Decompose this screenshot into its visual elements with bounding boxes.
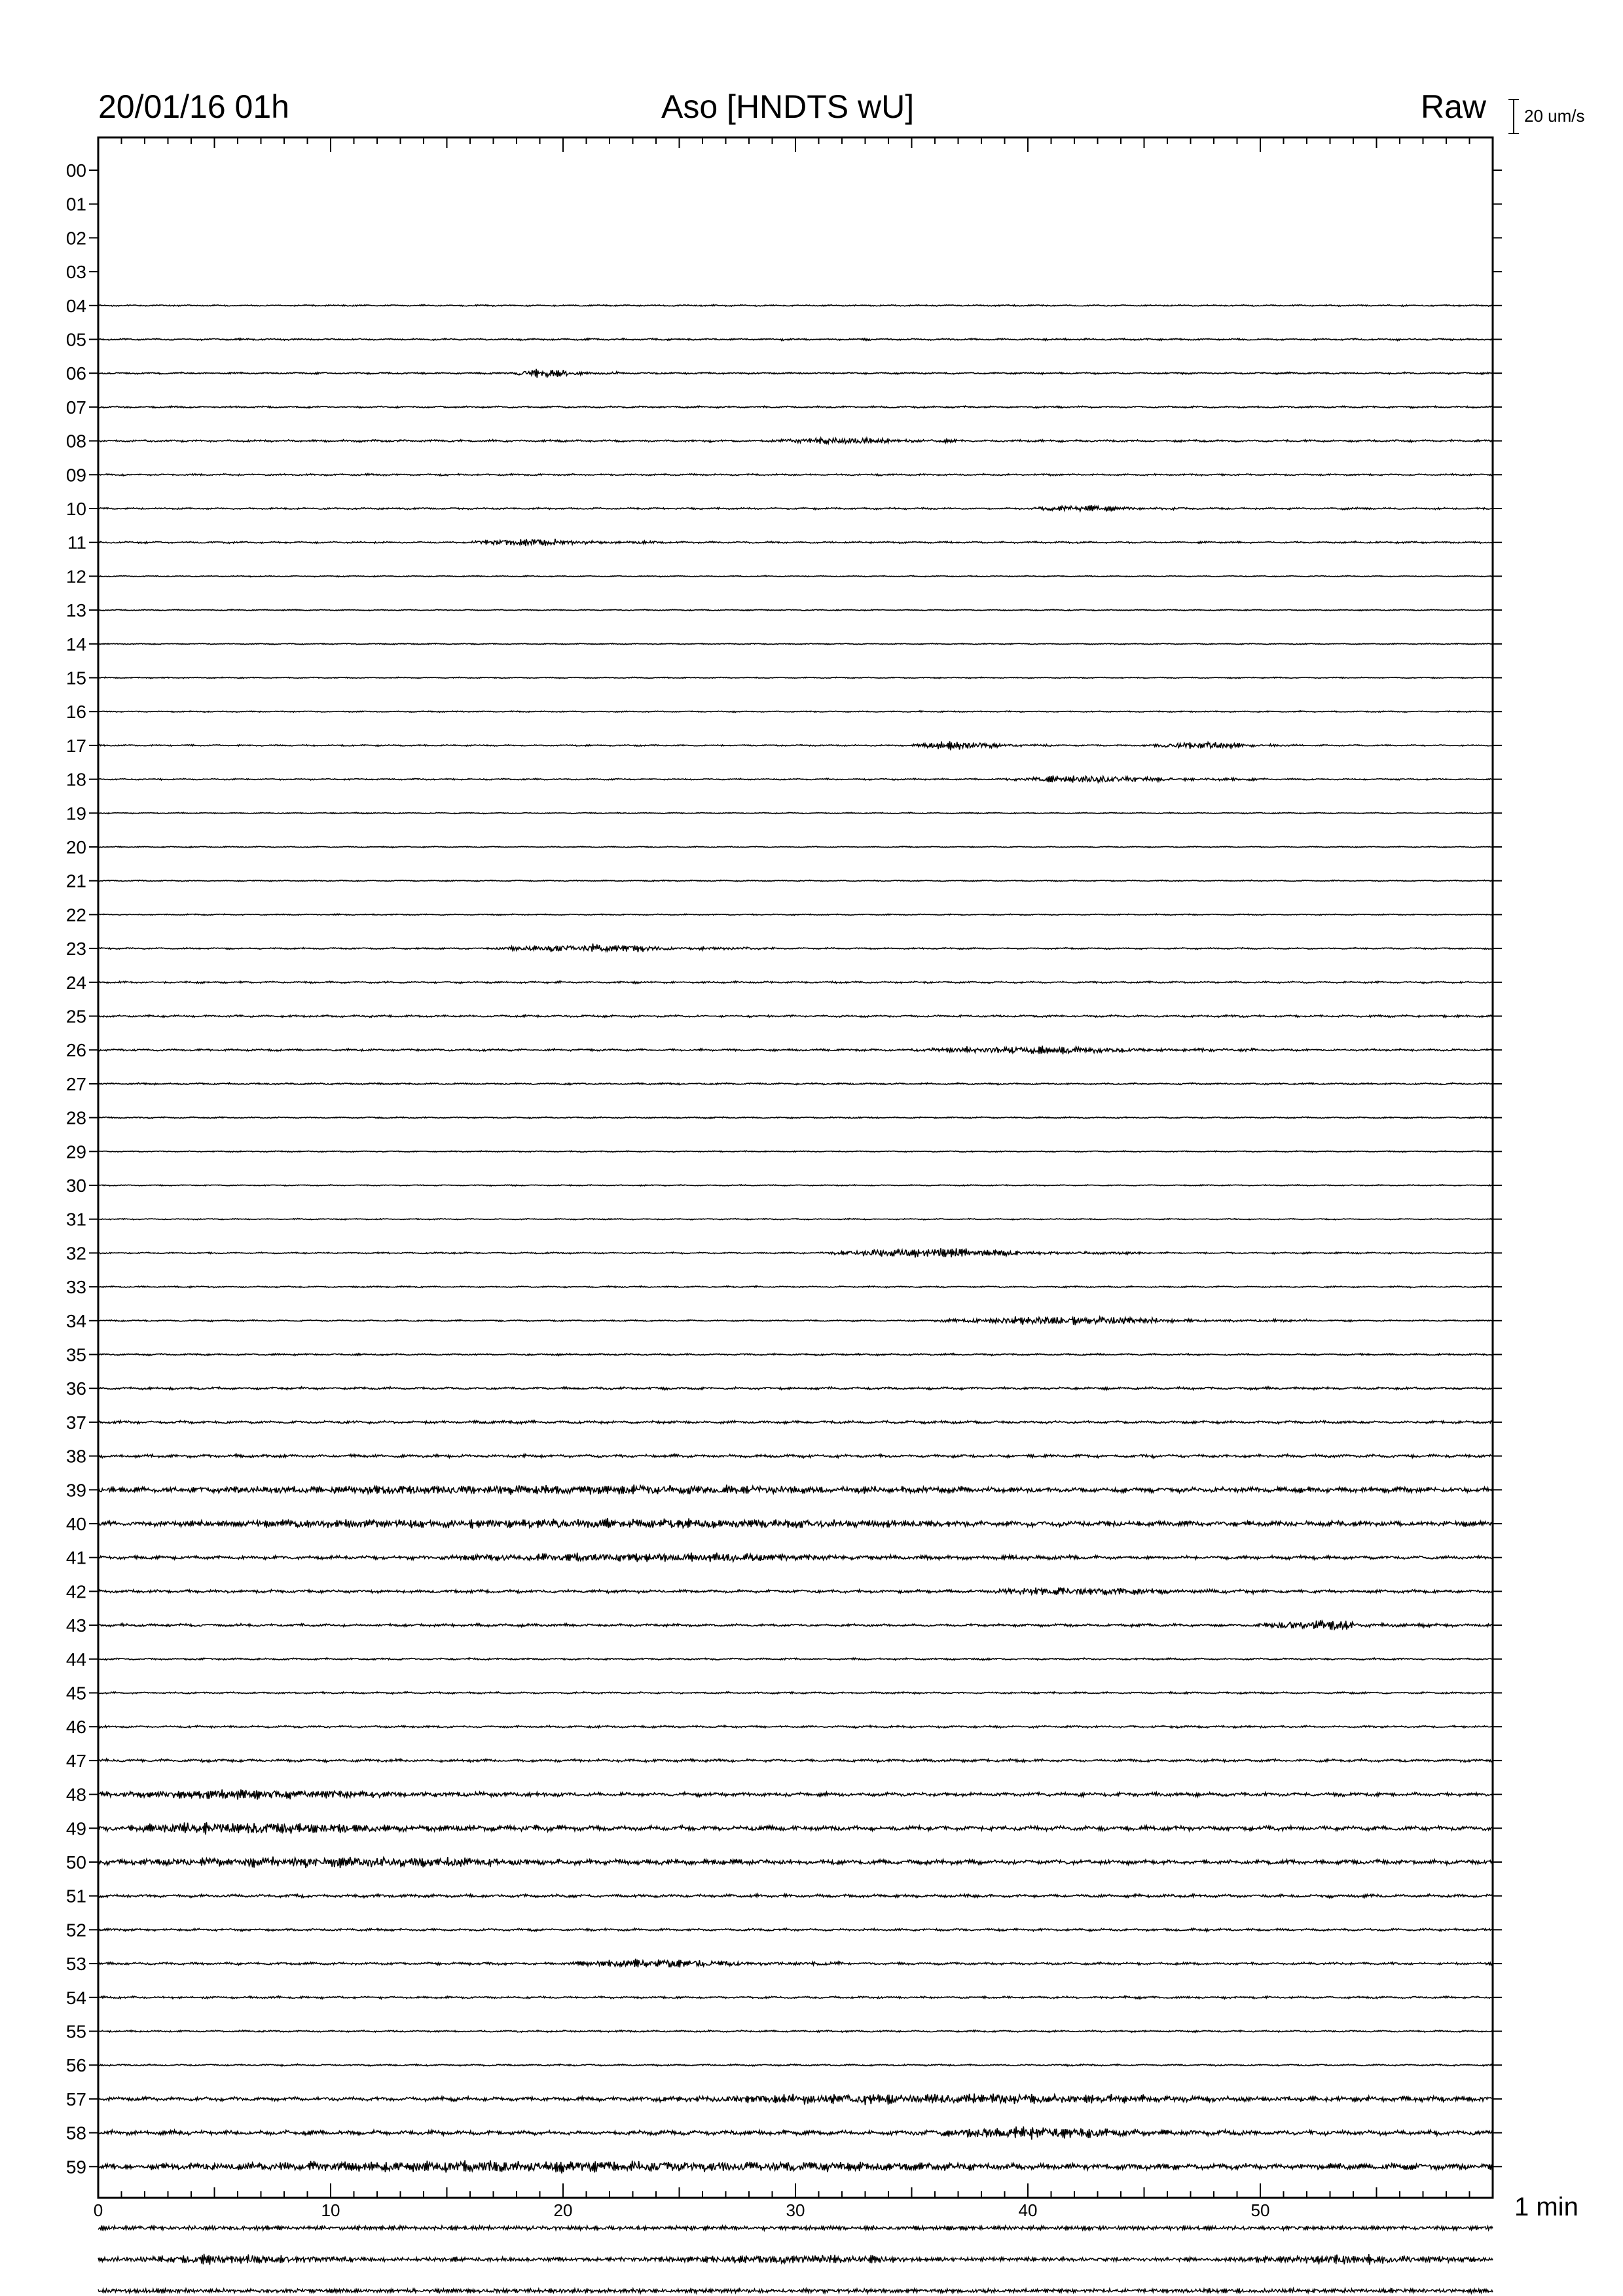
trace-row <box>98 846 1493 848</box>
row-label: 20 <box>65 837 86 857</box>
row-label: 31 <box>65 1209 86 1230</box>
row-label: 02 <box>65 228 86 249</box>
row-label: 06 <box>65 363 86 384</box>
row-label: 56 <box>65 2055 86 2076</box>
trace-row <box>98 1621 1493 1630</box>
row-label: 09 <box>65 465 86 486</box>
row-label: 04 <box>65 295 86 316</box>
extra-trace <box>98 2254 1493 2265</box>
row-label: 27 <box>65 1073 86 1094</box>
row-label: 54 <box>65 1987 86 2008</box>
trace-row <box>98 1484 1493 1495</box>
plot-frame <box>66 137 1502 2198</box>
trace-row <box>98 1658 1493 1660</box>
trace-row <box>98 741 1493 750</box>
row-label: 36 <box>65 1378 86 1399</box>
row-label: 55 <box>65 2021 86 2042</box>
row-label: 05 <box>65 329 86 350</box>
row-label: 16 <box>65 702 86 723</box>
row-label: 28 <box>65 1107 86 1128</box>
row-label: 33 <box>65 1277 86 1298</box>
trace-row <box>98 981 1493 984</box>
trace-row <box>98 1692 1493 1694</box>
row-label: 25 <box>65 1006 86 1027</box>
trace-row <box>98 1316 1493 1325</box>
trace-row <box>98 812 1493 814</box>
row-label: 46 <box>65 1717 86 1738</box>
trace-row <box>98 1354 1493 1356</box>
row-label: 13 <box>65 600 86 621</box>
row-label: 57 <box>65 2089 86 2109</box>
trace-row <box>98 2161 1493 2174</box>
trace-row <box>98 1286 1493 1288</box>
trace-row <box>98 575 1493 577</box>
trace-row <box>98 944 1493 952</box>
trace-row <box>98 406 1493 408</box>
trace-row <box>98 1588 1493 1596</box>
trace-row <box>98 369 1493 378</box>
row-label: 45 <box>65 1683 86 1704</box>
time-axis <box>94 2200 1270 2220</box>
date-hour-label: 20/01/16 01h <box>98 88 289 125</box>
trace-row <box>98 438 1493 444</box>
row-label: 43 <box>65 1615 86 1636</box>
trace-row <box>98 711 1493 713</box>
trace-row <box>98 776 1493 783</box>
row-label: 40 <box>65 1514 86 1534</box>
row-label: 48 <box>65 1784 86 1805</box>
trace-row <box>98 1759 1493 1762</box>
next-hour-traces <box>98 2225 1493 2293</box>
row-label: 35 <box>65 1344 86 1365</box>
scale-label: 20 um/s <box>1524 106 1585 126</box>
trace-row <box>98 2064 1493 2066</box>
row-label: 11 <box>67 532 86 553</box>
time-unit-label: 1 min <box>1514 2193 1578 2221</box>
row-label: 18 <box>65 769 86 790</box>
mode-label: Raw <box>1421 88 1487 125</box>
trace-row <box>98 1083 1493 1085</box>
trace-group <box>98 304 1493 2173</box>
trace-row <box>98 1996 1493 1999</box>
trace-row <box>98 1928 1493 1931</box>
trace-row <box>98 1518 1493 1529</box>
row-label: 12 <box>65 566 86 587</box>
x-tick-label: 0 <box>93 2200 103 2220</box>
trace-row <box>98 539 1493 546</box>
x-tick-label: 50 <box>1250 2200 1270 2220</box>
row-label: 21 <box>65 870 86 891</box>
row-label: 24 <box>65 972 86 993</box>
trace-row <box>98 1151 1493 1152</box>
row-label: 17 <box>65 735 86 756</box>
x-tick-label: 20 <box>553 2200 573 2220</box>
trace-row <box>98 1117 1493 1119</box>
trace-row <box>98 1454 1493 1458</box>
row-label: 30 <box>65 1175 86 1196</box>
row-label: 37 <box>65 1412 86 1433</box>
row-label: 00 <box>65 160 86 181</box>
row-label: 52 <box>65 1920 86 1941</box>
row-label: 15 <box>65 668 86 689</box>
x-tick-label: 30 <box>786 2200 805 2220</box>
row-label: 01 <box>65 194 86 215</box>
trace-row <box>98 1046 1493 1054</box>
trace-row <box>98 2126 1493 2140</box>
row-label: 23 <box>65 939 86 960</box>
row-label: 14 <box>65 634 86 655</box>
trace-row <box>98 1552 1493 1562</box>
trace-row <box>98 914 1493 915</box>
row-label: 38 <box>65 1446 86 1467</box>
row-label: 49 <box>65 1818 86 1839</box>
row-label: 41 <box>65 1547 86 1568</box>
trace-row <box>98 1185 1493 1186</box>
row-label: 34 <box>65 1310 86 1331</box>
x-tick-label: 40 <box>1018 2200 1038 2220</box>
row-label: 07 <box>65 397 86 418</box>
trace-row <box>98 474 1493 476</box>
row-label: 19 <box>65 803 86 824</box>
row-label: 58 <box>65 2123 86 2144</box>
amplitude-scale-bar <box>1508 99 1519 134</box>
trace-row <box>98 2030 1493 2032</box>
trace-row <box>98 338 1493 341</box>
trace-row <box>98 880 1493 882</box>
extra-trace <box>98 2225 1493 2231</box>
trace-row <box>98 505 1493 511</box>
trace-row <box>98 1789 1493 1800</box>
row-label: 08 <box>65 431 86 452</box>
station-title: Aso [HNDTS wU] <box>661 88 915 125</box>
trace-row <box>98 1248 1493 1257</box>
plot-border <box>98 137 1493 2198</box>
row-label: 53 <box>65 1954 86 1975</box>
row-label: 10 <box>65 499 86 519</box>
trace-row <box>98 1420 1493 1424</box>
row-label: 59 <box>65 2157 86 2178</box>
trace-row <box>98 2094 1493 2106</box>
trace-row <box>98 1822 1493 1835</box>
row-label: 32 <box>65 1243 86 1264</box>
row-label: 03 <box>65 262 86 283</box>
row-label: 47 <box>65 1750 86 1771</box>
trace-row <box>98 1894 1493 1898</box>
x-tick-label: 10 <box>321 2200 340 2220</box>
trace-row <box>98 1219 1493 1220</box>
trace-row <box>98 1959 1493 1967</box>
trace-row <box>98 609 1493 611</box>
trace-row <box>98 643 1493 645</box>
row-label: 50 <box>65 1852 86 1873</box>
trace-row <box>98 677 1493 678</box>
row-label: 39 <box>65 1480 86 1501</box>
row-label: 29 <box>65 1141 86 1162</box>
trace-row <box>98 1387 1493 1390</box>
trace-row <box>98 1857 1493 1869</box>
extra-trace <box>98 2288 1493 2293</box>
row-label: 42 <box>65 1581 86 1602</box>
trace-row <box>98 1014 1493 1017</box>
trace-row <box>98 1725 1493 1728</box>
row-label: 26 <box>65 1040 86 1061</box>
trace-row <box>98 304 1493 306</box>
row-label: 51 <box>65 1886 86 1907</box>
row-label: 22 <box>65 905 86 925</box>
row-label: 44 <box>65 1649 86 1670</box>
